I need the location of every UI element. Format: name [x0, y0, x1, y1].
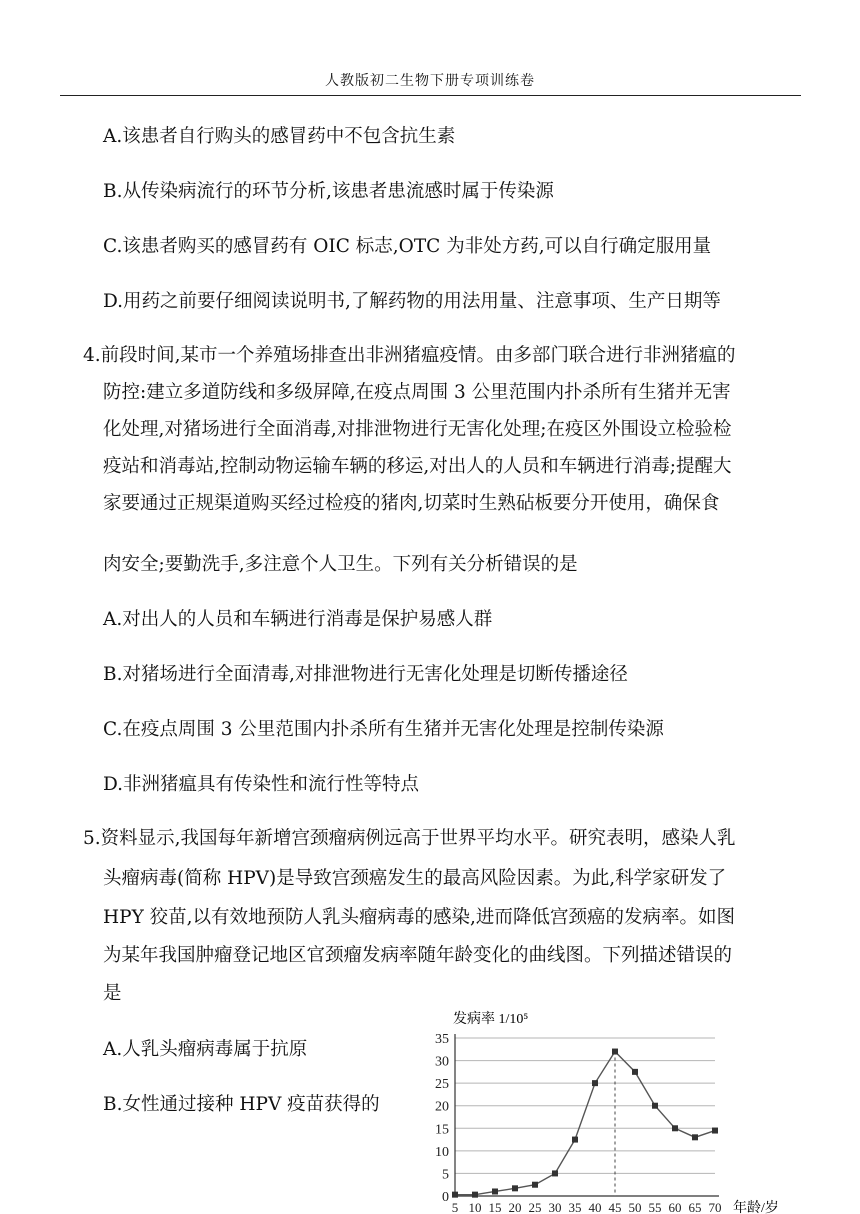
q5-option-b: B.女性通过接种 HPV 疫苗获得的 [103, 1094, 380, 1115]
q4-stem-line: 家要通过正规渠道购买经过检疫的猪肉,切菜时生熟砧板要分开使用，确保食 [103, 493, 720, 514]
x-tick-label: 70 [708, 1200, 722, 1214]
q3-option-c: C.该患者购买的感冒药有 OIC 标志,OTC 为非处方药,可以自行确定服用量 [103, 236, 712, 257]
x-tick-label: 10 [468, 1200, 482, 1214]
data-point [532, 1182, 538, 1188]
data-point [612, 1049, 618, 1055]
x-tick-label: 45 [608, 1200, 622, 1214]
x-tick-label: 20 [508, 1200, 522, 1214]
q3-option-b: B.从传染病流行的环节分析,该患者患流感时属于传染源 [103, 181, 554, 202]
q5-stem-line: 5.资料显示,我国每年新增宫颈瘤病例远高于世界平均水平。研究表明，感染人乳 [83, 828, 736, 849]
x-tick-label: 35 [568, 1200, 582, 1214]
chart-x-label: 年龄/岁 [733, 1201, 779, 1214]
q4-stem-line: 化处理,对猪场进行全面消毒,对排泄物进行无害化处理;在疫区外围设立检验检 [103, 419, 732, 440]
data-point [712, 1128, 718, 1134]
data-point [452, 1192, 458, 1198]
q5-stem-line: HPY 狡苗,以有效地预防人乳头瘤病毒的感染,进而降低宫颈癌的发病率。如图 [103, 907, 735, 928]
x-tick-label: 55 [648, 1200, 662, 1214]
x-tick-label: 25 [528, 1200, 542, 1214]
header-divider [60, 95, 801, 96]
y-tick-label: 0 [442, 1190, 449, 1205]
x-tick-label: 65 [688, 1200, 702, 1214]
x-tick-label: 50 [628, 1200, 642, 1214]
q4-option-b: B.对猪场进行全面清毒,对排泄物进行无害化处理是切断传播途径 [103, 664, 628, 685]
q4-stem-line: 肉安全;要勤洗手,多注意个人卫生。下列有关分析错误的是 [103, 554, 578, 575]
q5-stem-line: 是 [103, 983, 122, 1004]
y-tick-label: 25 [435, 1077, 449, 1093]
y-tick-label: 10 [435, 1144, 449, 1160]
x-tick-label: 15 [488, 1200, 502, 1214]
page-header: 人教版初二生物下册专项训练卷 [325, 73, 535, 89]
data-point [632, 1069, 638, 1075]
q4-option-a: A.对出人的人员和车辆进行消毒是保护易感人群 [103, 609, 493, 630]
q4-stem-line: 疫站和消毒站,控制动物运输车辆的移运,对出人的人员和车辆进行消毒;提醒大 [103, 456, 732, 477]
q5-stem-line: 为某年我国肿瘤登记地区官颈瘤发病率随年龄变化的曲线图。下列描述错误的 [103, 945, 733, 966]
data-point [692, 1134, 698, 1140]
data-point [652, 1103, 658, 1109]
x-tick-label: 40 [588, 1200, 602, 1214]
q4-stem-line: 4.前段时间,某市一个养殖场排查出非洲猪瘟疫情。由多部门联合进行非洲猪瘟的 [83, 345, 736, 366]
q5-stem-line: 头瘤病毒(简称 HPV)是导致宫颈癌发生的最高风险因素。为此,科学家研发了 [103, 868, 727, 889]
data-point [492, 1188, 498, 1194]
q4-option-d: D.非洲猪瘟具有传染性和流行性等特点 [103, 774, 420, 795]
y-tick-label: 20 [435, 1099, 449, 1115]
y-tick-label: 15 [435, 1122, 449, 1138]
y-tick-label: 5 [442, 1167, 449, 1183]
y-tick-label: 30 [435, 1054, 449, 1070]
y-tick-label: 35 [435, 1032, 449, 1047]
incidence-age-chart [415, 1005, 860, 1214]
chart-y-label: 发病率 1/10⁵ [453, 1012, 529, 1027]
x-tick-label: 60 [668, 1200, 682, 1214]
data-point [672, 1125, 678, 1131]
x-tick-label: 30 [548, 1200, 562, 1214]
data-point [572, 1137, 578, 1143]
data-point [512, 1185, 518, 1191]
data-point [552, 1170, 558, 1176]
q3-option-d: D.用药之前要仔细阅读说明书,了解药物的用法用量、注意事项、生产日期等 [103, 291, 721, 312]
q5-option-a: A.人乳头瘤病毒属于抗原 [103, 1039, 308, 1060]
data-point [592, 1080, 598, 1086]
x-tick-label: 5 [451, 1200, 459, 1214]
q3-option-a: A.该患者自行购头的感冒药中不包含抗生素 [103, 126, 456, 147]
data-point [472, 1192, 478, 1198]
q4-stem-line: 防控:建立多道防线和多级屏障,在疫点周围 3 公里范围内扑杀所有生猪并无害 [103, 382, 731, 403]
q4-option-c: C.在疫点周围 3 公里范围内扑杀所有生猪并无害化处理是控制传染源 [103, 719, 664, 740]
